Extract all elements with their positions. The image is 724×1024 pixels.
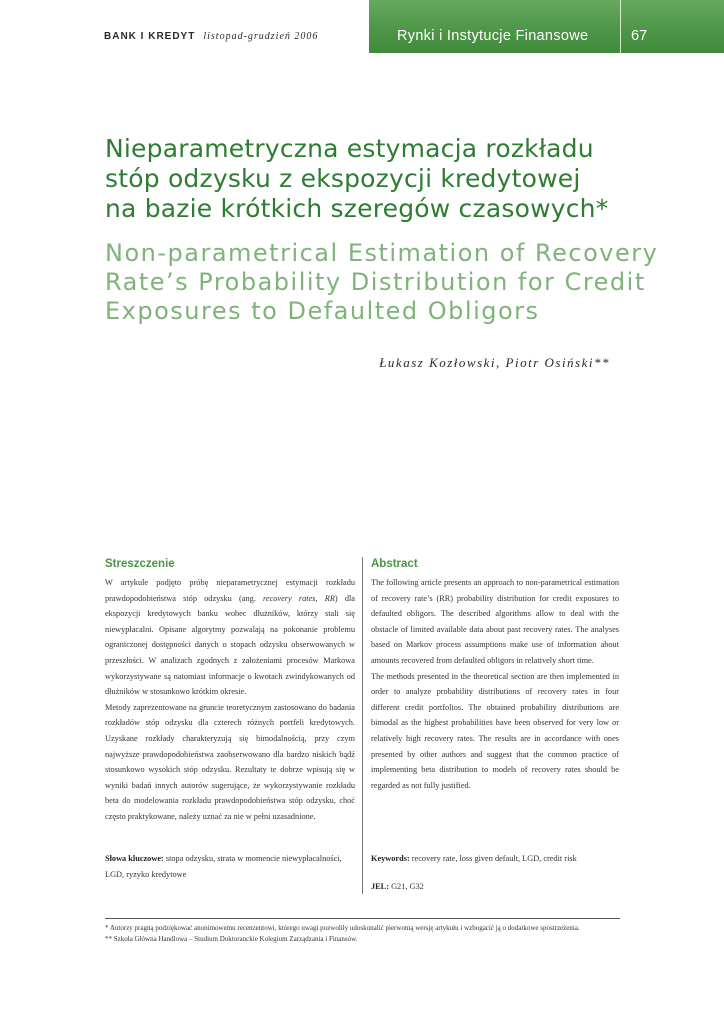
abstract-keywords	[371, 851, 619, 867]
title-en-line-2: Rate’s Probability Distribution for Credit	[105, 268, 646, 296]
title-pl-line-1: Nieparametryczna estymacja rozkładu	[105, 134, 594, 163]
footnotes	[105, 923, 620, 944]
authors: Łukasz Kozłowski, Piotr Osiński**	[379, 355, 610, 370]
section-title: Rynki i Instytucje Finansowe	[397, 28, 589, 44]
abstract-paragraph-2: The methods presented in the theoretical section are then implemented in order to analyze probability distributions of recovery rates in four different credit portfolios. The obtained probability distributions are bimodal as the highest probabilities have been observed for very low or relatively high recovery rates. The results are in accordance with ones presented by other authors and suggest that the common practice of implementing beta distribution to models of recovery rates should be regarded as not fully justified.	[371, 671, 619, 790]
footnote-rule	[105, 918, 620, 919]
abstract-body	[371, 575, 619, 793]
keywords-label-pl: Słowa kluczowe:	[105, 854, 164, 863]
jel-codes	[371, 879, 619, 895]
title-pl-line-3: na bazie krótkich szeregów czasowych	[105, 194, 596, 223]
banner-divider	[620, 0, 621, 53]
term-recovery-rates: recovery rates	[263, 593, 316, 603]
keywords-pl: stopa odzysku, strata w momencie niewypłacalności, LGD, ryzyko kredytowe	[105, 854, 342, 879]
journal-name: BANK I KREDYT	[104, 31, 196, 42]
jel-values: G21, G32	[391, 882, 424, 891]
title-pl-line-2: stóp odzysku z ekspozycji kredytowej	[105, 164, 581, 193]
footnote-2: ** Szkoła Główna Handlowa – Studium Doktoranckie Kolegium Zarządzania i Finansów.	[105, 934, 358, 943]
running-header	[104, 31, 318, 42]
streszczenie-heading: Streszczenie	[105, 558, 175, 570]
column-divider	[362, 557, 363, 894]
page-number: 67	[631, 28, 648, 44]
streszczenie-p1-text-c: ) dla ekspozycji kredytowych banku wobec dłużników, którzy stali się niewypłacalni. Opisane algorytmy pozwalają na pokonanie problemu ograniczonej dostępności danych o stopach odzysku obserwowanych w przeszłości. W analizach zgodnych z założeniami procesów Markowa wykorzystywane są natomiast informacje o kwotach zwindykowanych od dłużników w stosunkowo krótkim okresie.	[105, 593, 355, 697]
title-en-line-3: Exposures to Defaulted Obligors	[105, 297, 540, 325]
streszczenie-paragraph-2: Metody zaprezentowane na gruncie teoretycznym zastosowano do badania rozkładów stóp odzysku dla czterech różnych portfeli kredytowych. Uzyskane rozkłady charakteryzują się bimodalnością, przy czym najwyższe prawdopodobieństwa zaobserwowano dla bardzo niskich bądź stosunkowo wysokich stóp odzysku. Rezultaty te dobrze wpisują się w wyniki badań innych autorów sugerujące, że wykorzystywanie rozkładu beta do modelowania rozkładu prawdopodobieństwa stóp odzysku, choć często praktykowane, należy uznać za nie w pełni uzasadnione.	[105, 702, 355, 821]
section-banner	[369, 0, 724, 53]
abstract-paragraph-1: The following article presents an approach to non-parametrical estimation of recovery rate’s (RR) probability distribution for credit exposures to defaulted obligors. The described algorithms allow to deal with the obstacle of limited available data about past recovery rates. The analyses based on Markov process assumptions make use of information about amounts recovered from defaulted obligors in relatively short time.	[371, 578, 619, 665]
issue-date: listopad-grudzień 2006	[203, 31, 319, 42]
streszczenie-keywords	[105, 851, 355, 882]
jel-label: JEL:	[371, 882, 389, 891]
article-title-polish	[105, 134, 665, 224]
streszczenie-paragraph-1	[105, 575, 355, 700]
term-rr: RR	[324, 593, 335, 603]
footnote-1: * Autorzy pragną podziękować anonimowemu recenzentowi, którego uwagi pozwoliły udoskonalić pierwotną wersję artykułu i wzbogacić ją o dodatkowe spostrzeżenia.	[105, 924, 580, 932]
streszczenie-p1-text-b: ,	[315, 593, 325, 603]
title-footnote-mark: *	[595, 194, 609, 223]
keywords-label-en: Keywords:	[371, 854, 410, 863]
abstract-heading: Abstract	[371, 558, 418, 570]
title-en-line-1: Non-parametrical Estimation of Recovery	[105, 239, 659, 267]
keywords-en: recovery rate, loss given default, LGD, credit risk	[411, 854, 577, 863]
streszczenie-body	[105, 575, 355, 825]
streszczenie-p1-text-a: W artykule podjęto próbę nieparametrycznej estymacji rozkładu prawdopodobieństwa stóp odzysku (ang.	[105, 578, 355, 603]
article-title-english	[105, 239, 685, 326]
